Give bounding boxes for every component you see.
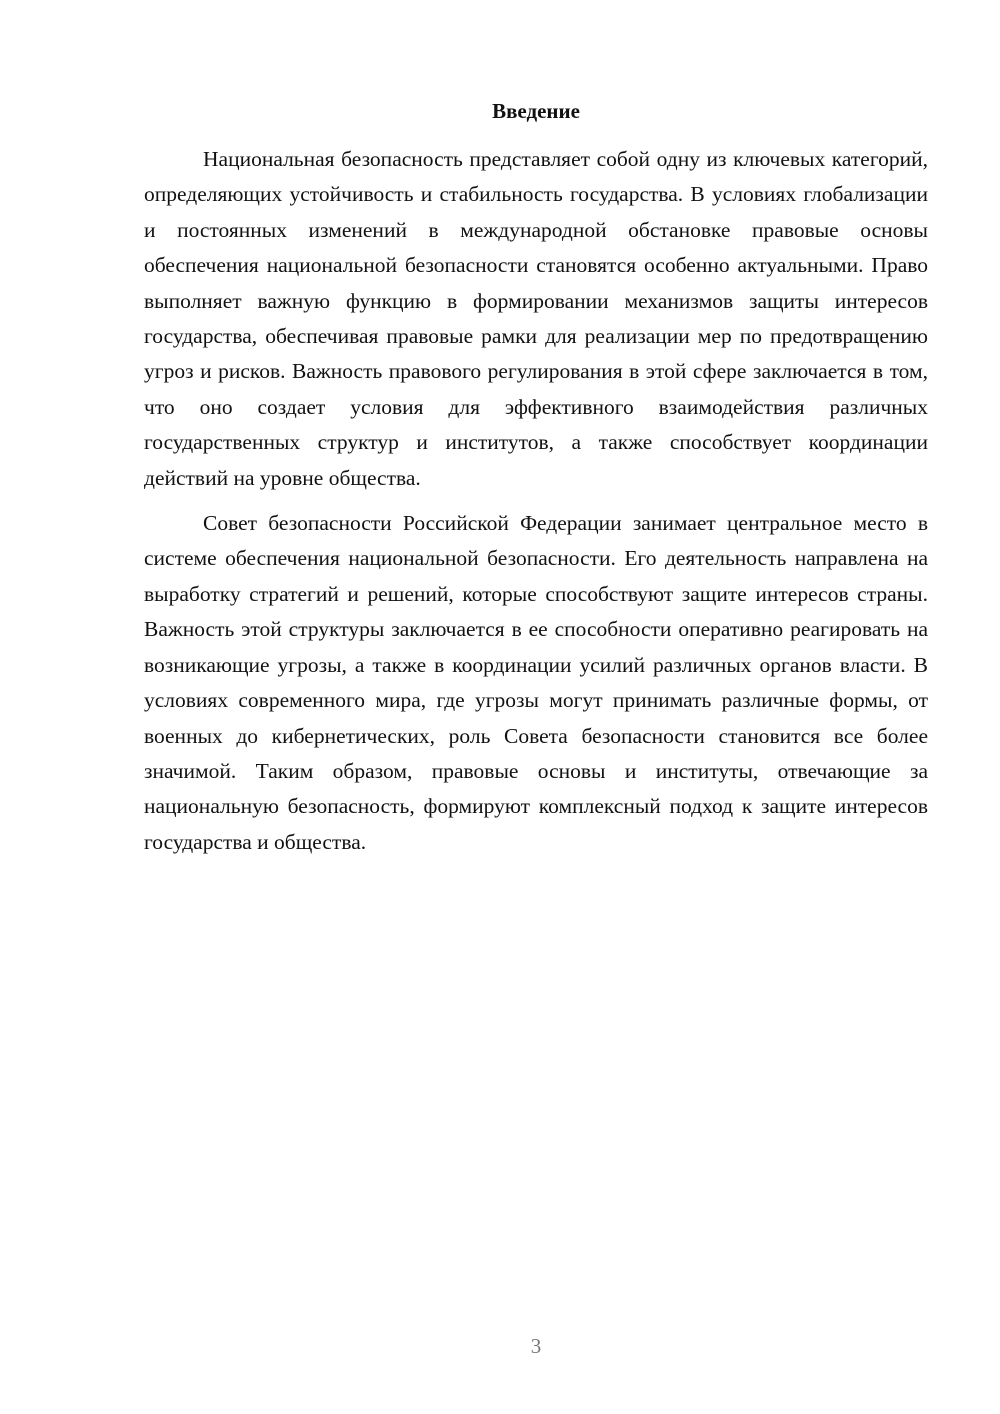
paragraph-2: Совет безопасности Российской Федерации занимает центральное место в системе обеспечения национальной безопасности. Его деятельность направлена на выработку стратегий и решений, которые способствуют защите интересов страны. Важность этой структуры заключается в ее способности оперативно реагировать на возникающие угрозы, а также в координации усилий различных органов власти. В условиях современного мира, где угрозы могут принимать различные формы, от военных до кибернетических, роль Совета безопасности становится все более значимой. Таким образом, правовые основы и институты, отвечающие за национальную безопасность, формируют комплексный подход к защите интересов государства и общества. xyxy=(144,511,928,854)
paragraph-1: Национальная безопасность представляет собой одну из ключевых категорий, определяющих устойчивость и стабильность государства. В условиях глобализации и постоянных изменений в международной обстановке правовые основы обеспечения национальной безопасности становятся особенно актуальными. Право выполняет важную функцию в формировании механизмов защиты интересов государства, обеспечивая правовые рамки для реализации мер по предотвращению угроз и рисков. Важность правового регулирования в этой сфере заключается в том, что оно создает условия для эффективного взаимодействия различных государственных структур и институтов, а также способствует координации действий на уровне общества. xyxy=(144,147,928,490)
page-number: 3 xyxy=(530,1334,542,1358)
document-page xyxy=(144,92,928,870)
section-heading: Введение xyxy=(492,99,580,123)
